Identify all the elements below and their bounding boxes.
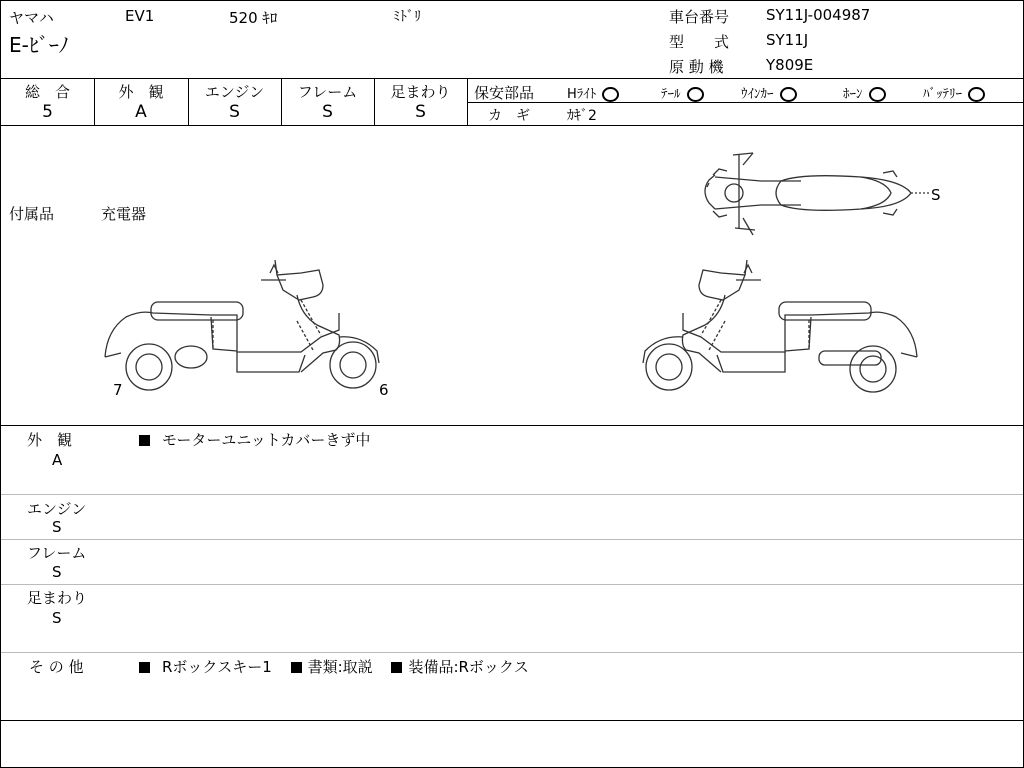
ok-circle-icon [780,87,797,102]
grade-value-overall: 5 [42,102,53,122]
ok-circle-icon [968,87,985,102]
bullet-icon [139,435,150,446]
remark-grade-engine: S [52,518,62,536]
grade-label-engine: エンジン [204,83,265,101]
divider [1,652,1023,653]
key-label: カ ギ [488,108,530,124]
grade-value-engine: S [229,102,240,122]
type-value: SY11J [766,31,809,49]
damage-mark-top: S [931,186,941,204]
ok-circle-icon [687,87,704,102]
safety-item-battery: ﾊﾞｯﾃﾘｰ [923,83,985,102]
grade-value-exterior: A [135,102,147,122]
remark-notes-other: Rボックスキー1 書類:取説 装備品:Rボックス [135,656,529,677]
divider [1,425,1023,426]
divider [467,102,1023,103]
remark-grade-exterior: A [52,451,63,469]
safety-item-headlight: Hﾗｲﾄ [567,83,619,102]
remark-label-exterior: 外 観 [27,431,73,449]
engine-value: Y809E [766,56,814,74]
type-label: 型 式 [669,33,730,51]
divider [1,494,1023,495]
damage-mark-front: 6 [379,381,389,399]
remark-grade-frame: S [52,563,62,581]
accessories-label: 付属品 [9,205,55,223]
scooter-right-view [643,260,917,392]
model-name: E-ﾋﾞｰﾉ [9,33,69,57]
scooter-diagram [1,125,1023,425]
accessories-value: 充電器 [101,205,147,223]
safety-item-winker: ｳｲﾝｶｰ [741,83,797,102]
model-code: EV1 [125,7,155,25]
bullet-icon [391,662,402,673]
remark-label-frame: フレーム [27,544,87,562]
remark-note-exterior: モーターユニットカバーきず中 [135,429,370,450]
grade-label-exterior: 外 観 [118,83,164,101]
mileage: 520 ｷﾛ [229,9,278,27]
divider [1,539,1023,540]
frame-number-value: SY11J-004987 [766,6,871,24]
key-value: ｶｷﾞ2 [567,108,597,124]
scooter-top-view [705,153,929,235]
frame-number-label: 車台番号 [669,8,730,26]
grade-label-overall: 総 合 [24,83,70,101]
divider [1,78,1023,79]
safety-item-horn: ﾎｰﾝ [843,83,886,102]
divider [1,584,1023,585]
remark-label-suspension: 足まわり [27,589,88,607]
grade-value-frame: S [322,102,333,122]
remark-grade-suspension: S [52,609,62,627]
ok-circle-icon [602,87,619,102]
bullet-icon [291,662,302,673]
grade-label-frame: フレーム [297,83,358,101]
scooter-left-view [105,260,379,390]
damage-mark-rear: 7 [113,381,123,399]
divider [1,720,1023,721]
engine-label: 原 動 機 [669,58,724,76]
bullet-icon [139,662,150,673]
grade-label-suspension: 足まわり [390,83,451,101]
remark-label-engine: エンジン [27,500,87,518]
safety-item-taillight: ﾃｰﾙ [661,83,704,102]
safety-parts-label: 保安部品 [474,84,535,102]
color: ﾐﾄﾞﾘ [393,9,421,25]
remark-label-other: そ の 他 [29,658,84,676]
grade-value-suspension: S [415,102,426,122]
ok-circle-icon [869,87,886,102]
maker: ヤマハ [9,9,54,27]
